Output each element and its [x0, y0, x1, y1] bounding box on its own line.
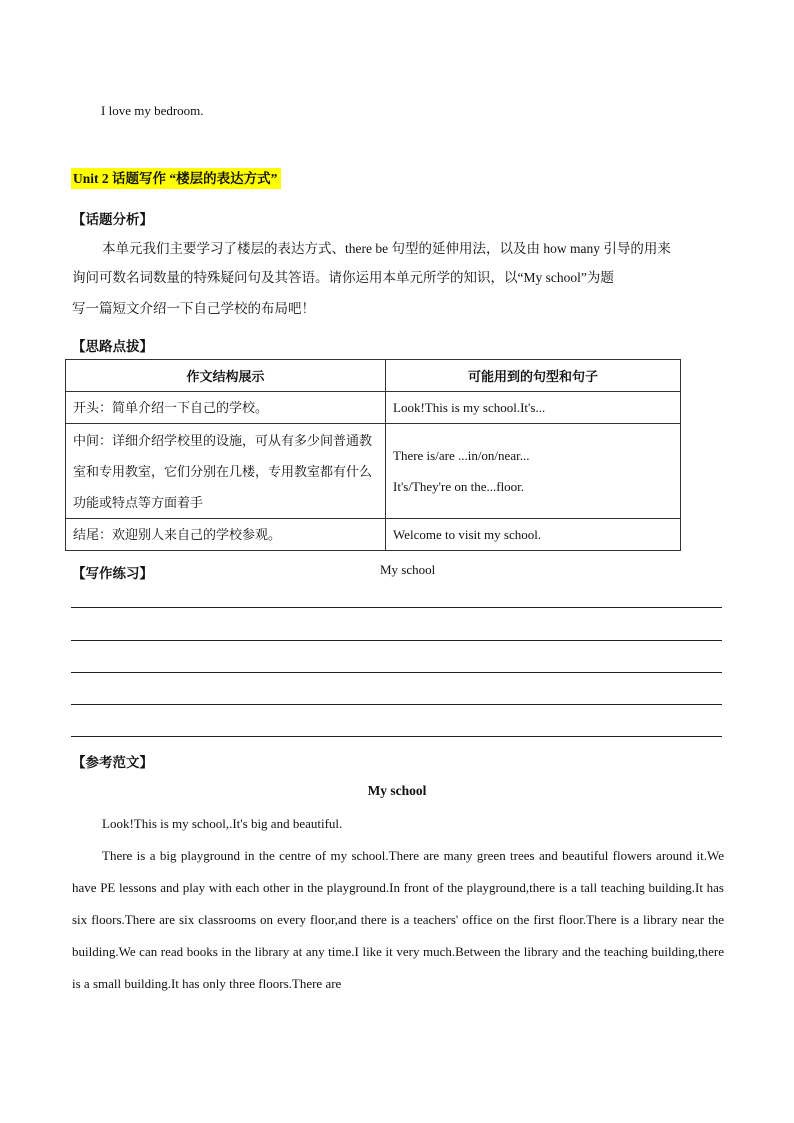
table-row [66, 392, 681, 424]
table-row [66, 519, 681, 551]
structure-table [65, 359, 681, 551]
section-heading-analysis: 【话题分析】 [72, 212, 153, 227]
table-cell-opening-sentences [386, 392, 681, 424]
analysis-line-3: 写一篇短文介绍一下自己学校的布局吧！ [72, 301, 315, 316]
section-heading-reference: 【参考范文】 [72, 755, 153, 770]
section-heading-tips: 【思路点拔】 [72, 339, 153, 354]
table-header-row [66, 360, 681, 392]
table-row [66, 424, 681, 519]
sentence-pattern: It's/They're on the...floor. [393, 479, 525, 494]
table-cell-opening: 开头：简单介绍一下自己的学校。 [66, 392, 386, 424]
essay-body [72, 808, 724, 1000]
analysis-line-1: 本单元我们主要学习了楼层的表达方式、there be 句型的延伸用法，以及由 how many 引导的用来 [102, 241, 671, 256]
sentence-pattern: There is/are ...in/on/near... [393, 448, 530, 463]
writing-line [71, 607, 722, 608]
essay-title: My school [367, 783, 427, 798]
analysis-text [72, 234, 724, 326]
table-cell-ending: 结尾：欢迎别人来自己的学校参观。 [66, 519, 386, 551]
practice-title: My school [380, 562, 436, 577]
sentence-pattern: Look!This is my school.It's... [393, 400, 546, 415]
essay-paragraph: There is a big playground in the centre of my school.There are many green trees and beautiful flowers around it.We have PE lessons and play with each other in the playground.In front of the playground,there is a tall teaching building.It has six floors.There are six classrooms on every floor,and there is a teachers' office on the first floor.There is a library near the building.We can read books in the library at any time.I like it very much.Between the library and the teaching building,there is a small building.It has only three floors.There are [72, 848, 724, 991]
section-heading-practice: 【写作练习】 [72, 566, 153, 581]
analysis-line-2: 询问可数名词数量的特殊疑问句及其答语。请你运用本单元所学的知识，以“My school”为题 [72, 270, 614, 285]
essay-paragraph: Look!This is my school,.It's big and beautiful. [102, 816, 343, 831]
writing-line [71, 672, 722, 673]
table-header-structure: 作文结构展示 [66, 360, 386, 392]
unit-title: Unit 2 话题写作 “楼层的表达方式” [71, 168, 281, 189]
table-cell-ending-sentences [386, 519, 681, 551]
table-cell-middle: 中间：详细介绍学校里的设施，可从有多少间普通教室和专用教室，它们分别在几楼，专用教室都有什么功能或特点等方面着手 [66, 424, 386, 519]
intro-line: I love my bedroom. [101, 103, 204, 118]
writing-line [71, 640, 722, 641]
writing-line [71, 736, 722, 737]
sentence-pattern: Welcome to visit my school. [393, 527, 542, 542]
table-header-sentences: 可能用到的句型和句子 [386, 360, 681, 392]
table-cell-middle-sentences [386, 424, 681, 519]
writing-line [71, 704, 722, 705]
